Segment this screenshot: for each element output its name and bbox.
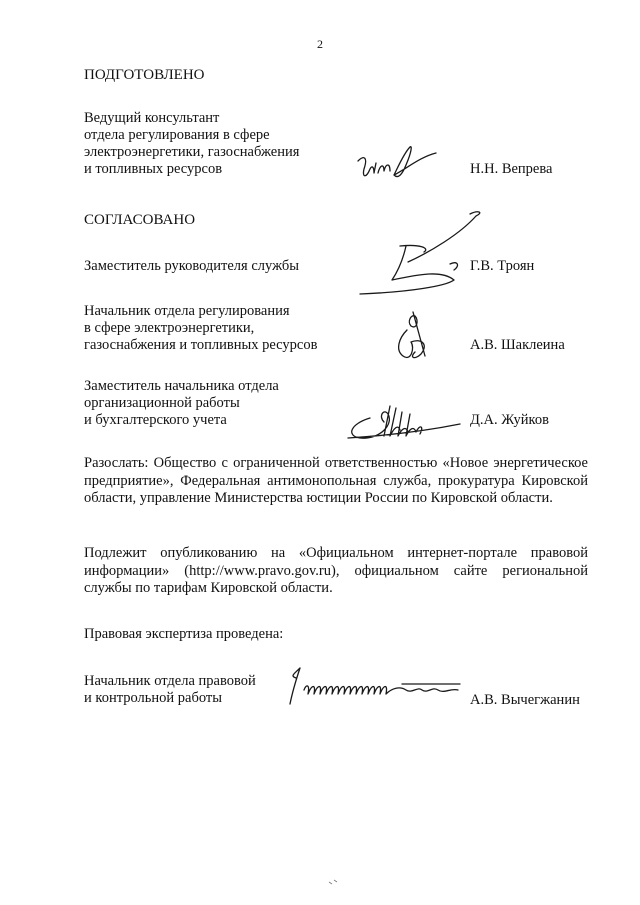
- distribution-list: Разослать: Общество с ограниченной ответственностью «Новое энергетическое предприятие», Федеральная антимонопольная служба, прокуратура Кировской области, управление Министерства юстиции России по Кировской области.: [84, 455, 588, 506]
- position-line: Заместитель руководителя службы: [84, 258, 300, 274]
- signatory-name: Д.А. Жуйков: [470, 412, 549, 428]
- prepared-position: [84, 110, 364, 178]
- position-line: Начальник отдела регулирования: [84, 303, 290, 319]
- position-line: Ведущий консультант: [84, 110, 220, 126]
- legal-review-name: А.В. Вычегжанин: [470, 692, 580, 708]
- signatory-position: [84, 258, 364, 275]
- signatory-position: [84, 378, 364, 429]
- signature-zhuikov: [340, 400, 470, 445]
- prepared-heading: ПОДГОТОВЛЕНО: [84, 67, 205, 83]
- position-line: и контрольной работы: [84, 690, 222, 706]
- signatory-name: Г.В. Троян: [470, 258, 535, 274]
- signature-vepreva: [350, 145, 450, 195]
- agreed-heading: СОГЛАСОВАНО: [84, 212, 196, 228]
- position-line: и топливных ресурсов: [84, 161, 223, 177]
- publication-note: Подлежит опубликованию на «Официальном интернет-портале правовой информации» (http://www.pravo.gov.ru), официальном сайте региональной службы по тарифам Кировской области.: [84, 545, 588, 596]
- legal-review-statement: Правовая экспертиза проведена:: [84, 626, 284, 642]
- position-line: отдела регулирования в сфере: [84, 127, 270, 143]
- prepared-name: Н.Н. Вепрева: [470, 161, 553, 177]
- position-line: в сфере электроэнергетики,: [84, 320, 255, 336]
- scan-mark: [326, 876, 342, 888]
- position-line: газоснабжения и топливных ресурсов: [84, 337, 318, 353]
- position-line: и бухгалтерского учета: [84, 412, 227, 428]
- page-number: 2: [317, 37, 323, 51]
- signature-vychegzhanin: [282, 660, 472, 710]
- signatory-name: А.В. Шаклеина: [470, 337, 565, 353]
- position-line: Заместитель начальника отдела: [84, 378, 279, 394]
- position-line: Начальник отдела правовой: [84, 673, 256, 689]
- position-line: электроэнергетики, газоснабжения: [84, 144, 300, 160]
- position-line: организационной работы: [84, 395, 240, 411]
- signature-troyan: [350, 208, 500, 303]
- signature-shakleina: [385, 308, 450, 368]
- signatory-position: [84, 303, 364, 354]
